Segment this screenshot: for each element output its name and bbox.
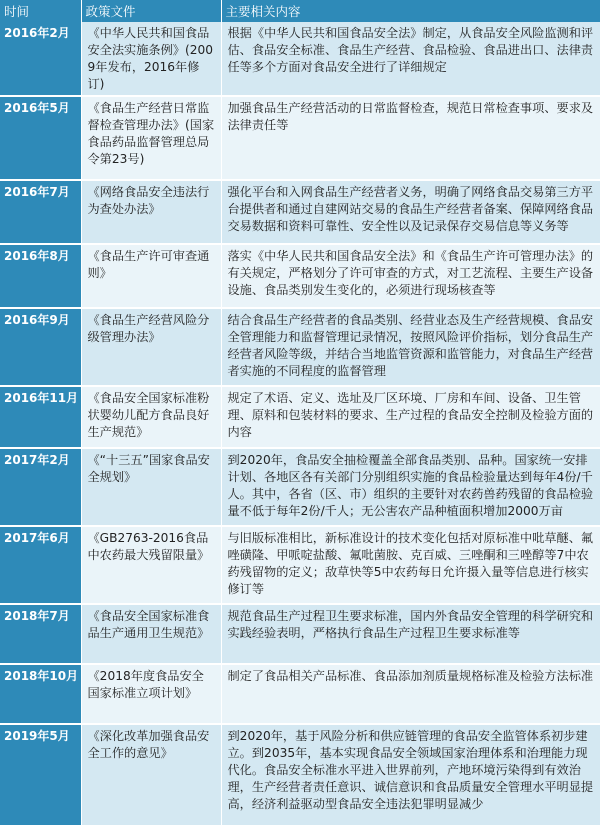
row-doc: 《网络食品安全违法行为查处办法》	[81, 180, 221, 244]
table-row	[0, 22, 600, 96]
row-doc: 《食品安全国家标准食品生产通用卫生规范》	[81, 604, 221, 664]
row-date: 2016年2月	[0, 22, 81, 96]
table-row	[0, 724, 600, 826]
row-content: 规定了术语、定义、选址及厂区环境、厂房和车间、设备、卫生管理、原料和包装材料的要求、生产过程的食品安全控制及检验方面的内容	[221, 386, 600, 448]
row-doc: 《食品安全国家标准粉状婴幼儿配方食品良好生产规范》	[81, 386, 221, 448]
row-date: 2016年11月	[0, 386, 81, 448]
header-doc: 政策文件	[81, 0, 221, 22]
row-doc: 《中华人民共和国食品安全法实施条例》(2009年发布，2016年修订)	[81, 22, 221, 96]
table-row	[0, 96, 600, 180]
header-date: 时间	[0, 0, 81, 22]
table-row	[0, 308, 600, 386]
row-content: 结合食品生产经营者的食品类别、经营业态及生产经营规模、食品安全管理能力和监督管理记录情况，按照风险评价指标，划分食品生产经营者风险等级，并结合当地监管资源和监管能力，对食品生产经营者实施的不同程度的监督管理	[221, 308, 600, 386]
row-content: 制定了食品相关产品标准、食品添加剂质量规格标准及检验方法标准	[221, 664, 600, 724]
table-row	[0, 386, 600, 448]
row-content: 根据《中华人民共和国食品安全法》制定，从食品安全风险监测和评估、食品安全标准、食品生产经营、食品检验、食品进出口、法律责任等多个方面对食品安全进行了详细规定	[221, 22, 600, 96]
row-content: 到2020年，基于风险分析和供应链管理的食品安全监管体系初步建立。到2035年，基本实现食品安全领域国家治理体系和治理能力现代化。食品安全标准水平进入世界前列，产地环境污染得到有效治理，生产经营者责任意识、诚信意识和食品质量安全管理水平明显提高，经济利益驱动型食品安全违法犯罪明显减少	[221, 724, 600, 826]
table-row	[0, 604, 600, 664]
row-content: 加强食品生产经营活动的日常监督检查，规范日常检查事项、要求及法律责任等	[221, 96, 600, 180]
row-doc: 《2018年度食品安全国家标准立项计划》	[81, 664, 221, 724]
row-content: 与旧版标准相比，新标准设计的技术变化包括对原标准中吡草醚、氟唑磺隆、甲哌啶盐酸、氟吡菌胺、克百威、三唑酮和三唑醇等7中农药残留物的定义；敌草快等5中农药每日允许摄入量等信息进行核实修订等	[221, 526, 600, 604]
table-row	[0, 180, 600, 244]
row-doc: 《食品生产经营日常监督检查管理办法》(国家食品药品监督管理总局令第23号)	[81, 96, 221, 180]
row-date: 2019年5月	[0, 724, 81, 826]
row-date: 2016年7月	[0, 180, 81, 244]
header-row	[0, 0, 600, 22]
row-date: 2017年2月	[0, 448, 81, 526]
row-doc: 《“十三五”国家食品安全规划》	[81, 448, 221, 526]
table-row	[0, 244, 600, 308]
row-content: 规范食品生产过程卫生要求标准，国内外食品安全管理的科学研究和实践经验表明，严格执行食品生产过程卫生要求标准等	[221, 604, 600, 664]
table-row	[0, 448, 600, 526]
row-date: 2016年8月	[0, 244, 81, 308]
table-row	[0, 664, 600, 724]
row-content: 强化平台和入网食品生产经营者义务，明确了网络食品交易第三方平台提供者和通过自建网站交易的食品生产经营者备案、保障网络食品交易数据和资料可靠性、安全性以及记录保存交易信息等义务等	[221, 180, 600, 244]
row-content: 到2020年，食品安全抽检覆盖全部食品类别、品种。国家统一安排计划、各地区各有关部门分别组织实施的食品检验量达到每年4份/千人。其中，各省（区、市）组织的主要针对农药兽药残留的食品检验量不低于每年2份/千人；无公害农产品种植面积增加2000万亩	[221, 448, 600, 526]
row-date: 2018年10月	[0, 664, 81, 724]
row-doc: 《深化改革加强食品安全工作的意见》	[81, 724, 221, 826]
row-doc: 《食品生产经营风险分级管理办法》	[81, 308, 221, 386]
row-doc: 《GB2763-2016食品中农药最大残留限量》	[81, 526, 221, 604]
row-date: 2016年9月	[0, 308, 81, 386]
table-row	[0, 526, 600, 604]
row-doc: 《食品生产许可审查通则》	[81, 244, 221, 308]
row-date: 2017年6月	[0, 526, 81, 604]
row-content: 落实《中华人民共和国食品安全法》和《食品生产许可管理办法》的有关规定，严格划分了许可审查的方式，对工艺流程、主要生产设备设施、食品类别发生变化的，必须进行现场核查等	[221, 244, 600, 308]
header-content: 主要相关内容	[221, 0, 600, 22]
row-date: 2018年7月	[0, 604, 81, 664]
row-date: 2016年5月	[0, 96, 81, 180]
